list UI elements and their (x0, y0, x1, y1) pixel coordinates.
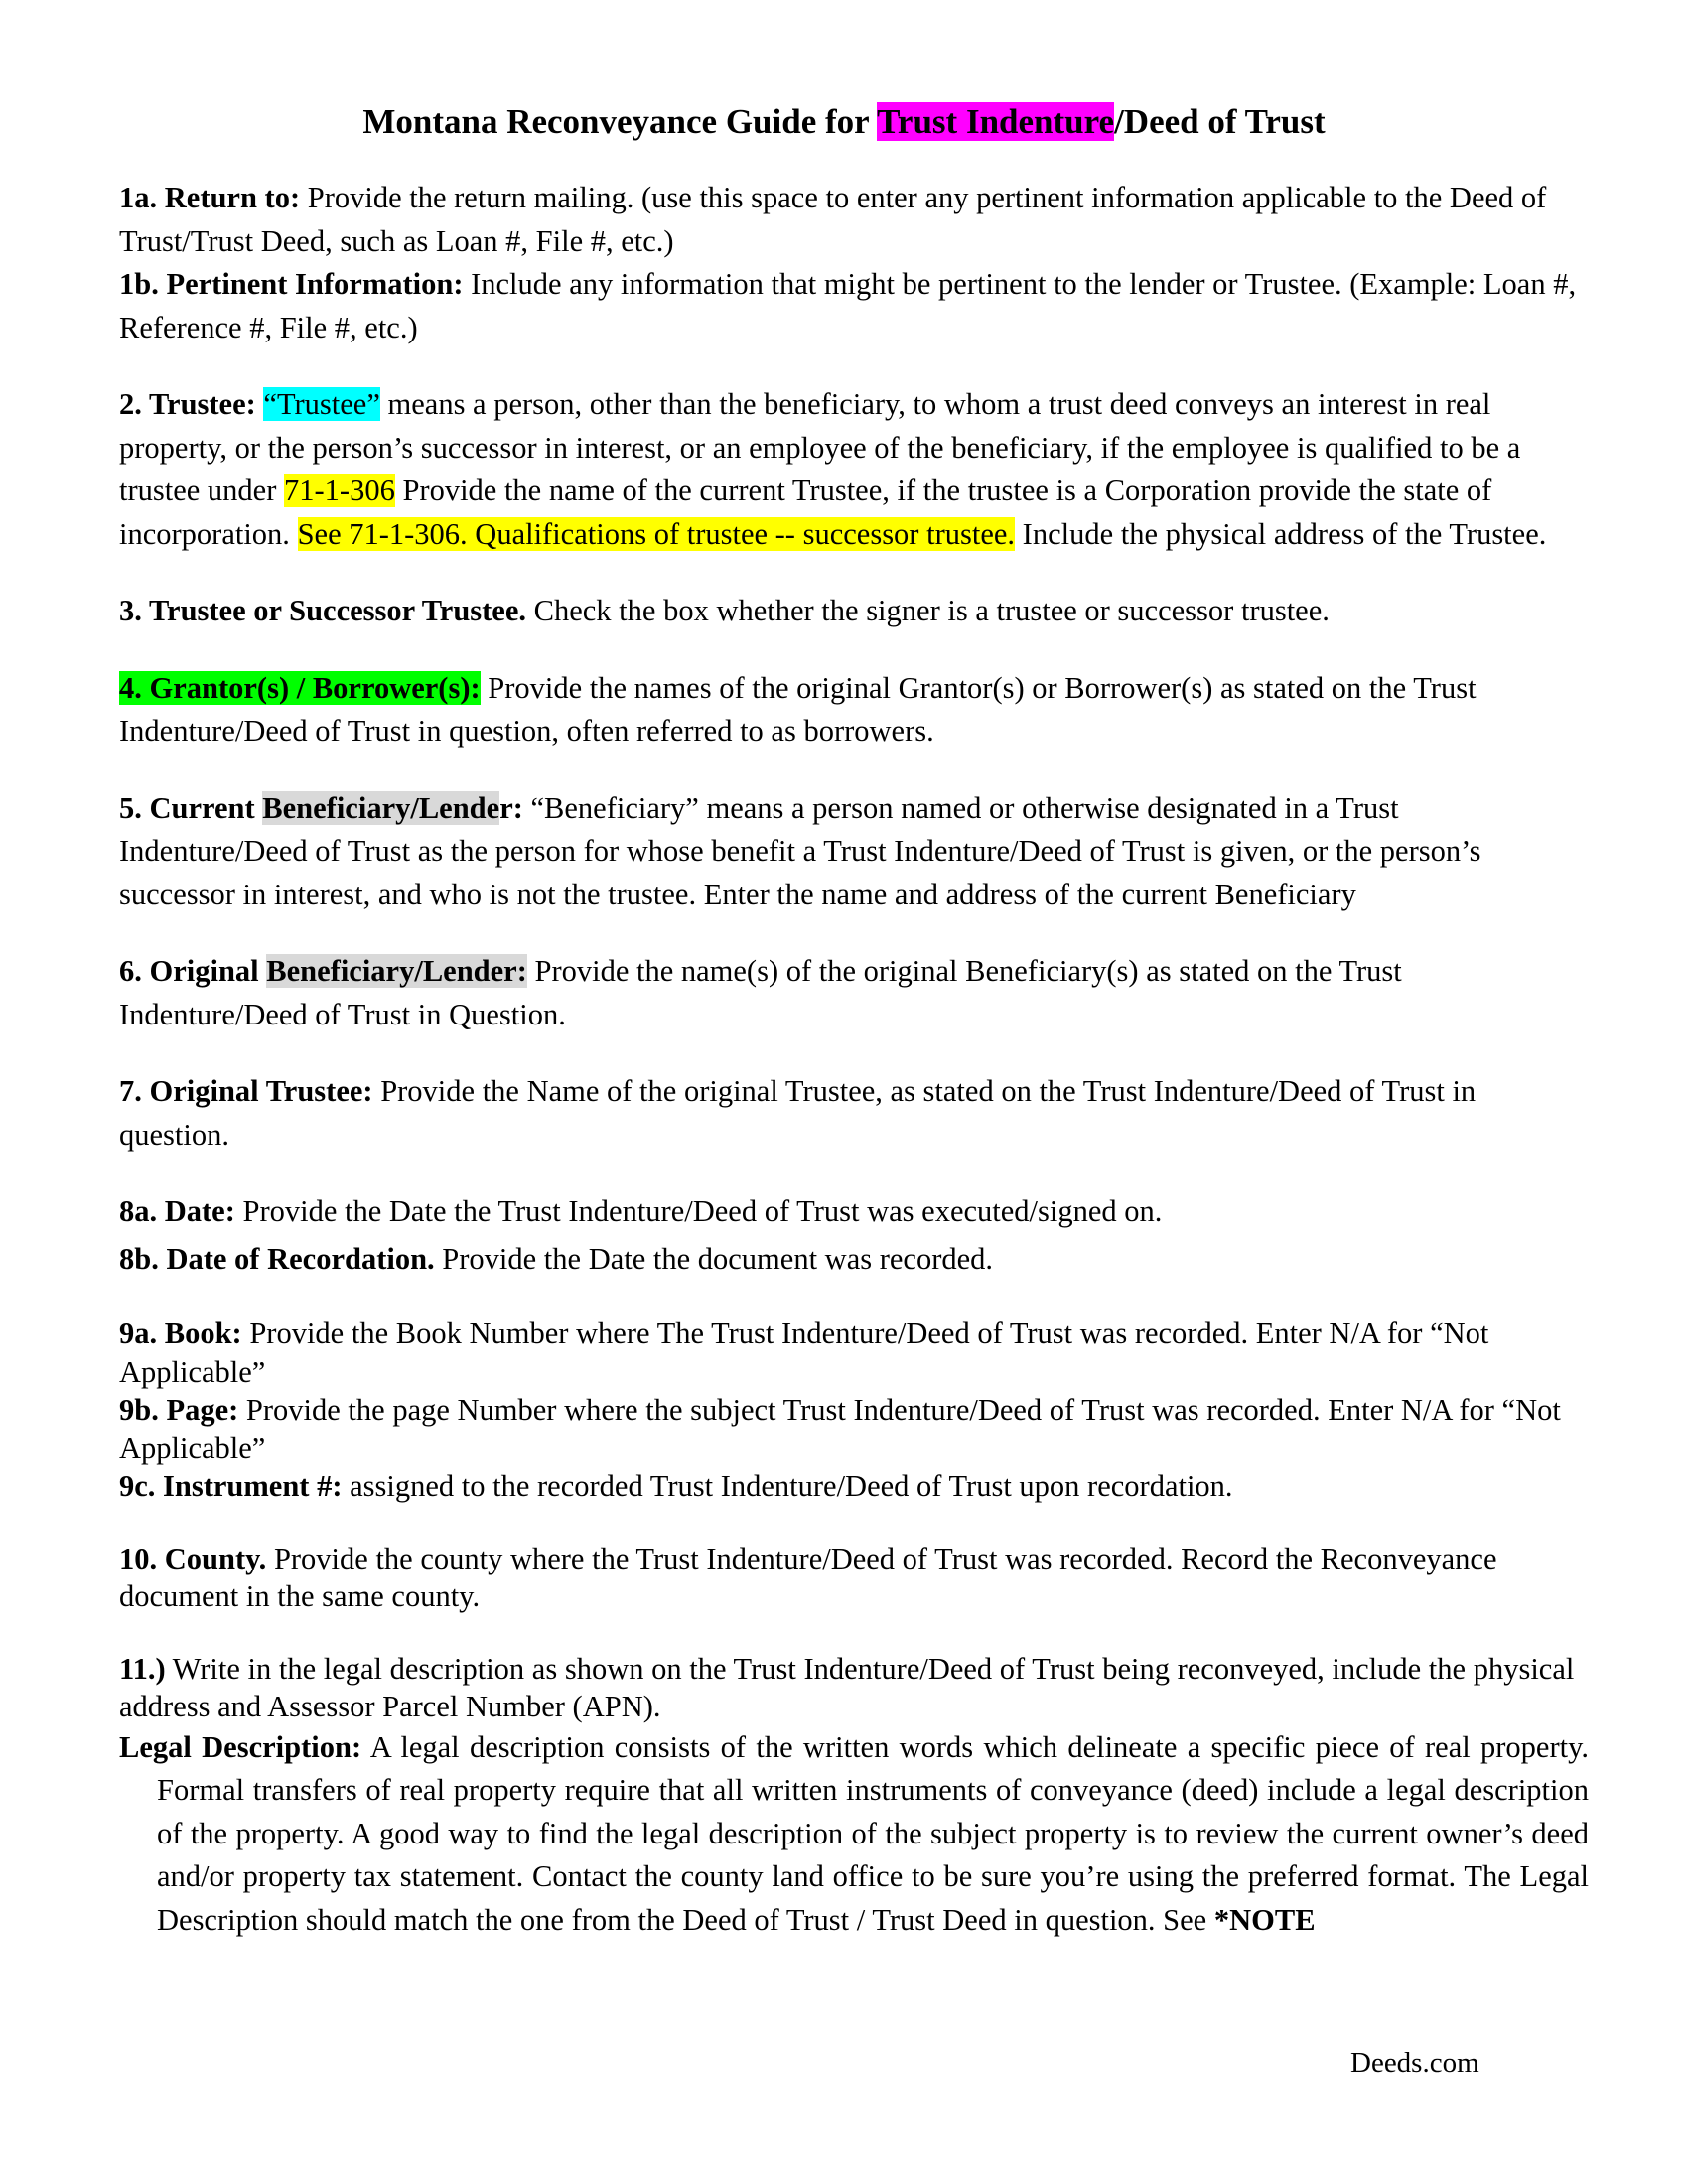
item-4-grantor-borrower: 4. Grantor(s) / Borrower(s): Provide the names of the original Grantor(s) or Borrower(s) as stated on the Trust Indenture/Deed of Trust in question, often referred to as borrowers. (119, 670, 1477, 748)
item-1b-pertinent-information: 1b. Pertinent Information: Include any information that might be pertinent to the lender or Trustee. (Example: Loan #, Reference #, File #, etc.) (119, 267, 1577, 344)
page-title: Montana Reconveyance Guide for Trust Indenture/Deed of Trust (362, 102, 1326, 141)
item-3-trustee-or-successor: 3. Trustee or Successor Trustee. Check the box whether the signer is a trustee or successor trustee. (119, 594, 1330, 627)
item-11-legal-description-instruction: 11.) Write in the legal description as shown on the Trust Indenture/Deed of Trust being reconveyed, include the physical address and Assessor Parcel Number (APN). (119, 1651, 1575, 1723)
trustee-term-highlight: “Trustee” (263, 387, 380, 421)
item-9a-book: 9a. Book: Provide the Book Number where The Trust Indenture/Deed of Trust was recorded. Enter N/A for “Not Applicable” (119, 1316, 1489, 1389)
item-6-original-beneficiary: 6. Original Beneficiary/Lender: Provide the name(s) of the original Beneficiary(s) as stated on the Trust Indenture/Deed of Trust in Question. (119, 954, 1402, 1031)
item-8a-date: 8a. Date: Provide the Date the Trust Indenture/Deed of Trust was executed/signed on. (119, 1194, 1163, 1228)
title-highlight: Trust Indenture (877, 102, 1115, 141)
item-5-current-beneficiary: 5. Current Beneficiary/Lender: “Beneficiary” means a person named or otherwise designated in a Trust Indenture/Deed of Trust as the person for whose benefit a Trust Indenture/Deed of Trust is given, or the person’s successor in interest, and who is not the trustee. Enter the name and address of the current Beneficiary (119, 790, 1481, 911)
item-10-county: 10. County. Provide the county where the Trust Indenture/Deed of Trust was recorded. Record the Reconveyance document in the same county. (119, 1541, 1497, 1613)
item-8b-date-of-recordation: 8b. Date of Recordation. Provide the Date the document was recorded. (119, 1241, 994, 1276)
item-7-original-trustee: 7. Original Trustee: Provide the Name of the original Trustee, as stated on the Trust Indenture/Deed of Trust in question. (119, 1074, 1477, 1152)
note-reference: *NOTE (1213, 1902, 1316, 1937)
statute-reference[interactable]: See 71-1-306. Qualifications of trustee -- successor trustee. (297, 516, 1016, 551)
guide-body (119, 177, 1589, 1942)
item-2-trustee: 2. Trustee: “Trustee” means a person, other than the beneficiary, to whom a trust deed conveys an interest in real property, or the person’s successor in interest, or an employee of the beneficiary, if the employee is qualified to be a trustee under 71-1-306 Provide the name of the current Trustee, if the trustee is a Corporation provide the state of incorporation. See 71-1-306. Qualifications of trustee -- successor trustee. Include the physical address of the Trustee. (119, 387, 1547, 551)
item-1a-return-to: 1a. Return to: Provide the return mailing. (use this space to enter any pertinent information applicable to the Deed of Trust/Trust Deed, such as Loan #, File #, etc.) (119, 181, 1547, 258)
item-9c-instrument: 9c. Instrument #: assigned to the recorded Trust Indenture/Deed of Trust upon recordation. (119, 1469, 1233, 1503)
statute-link[interactable]: 71-1-306 (284, 474, 395, 507)
item-9b-page: 9b. Page: Provide the page Number where the subject Trust Indenture/Deed of Trust was recorded. Enter N/A for “Not Applicable” (119, 1393, 1561, 1465)
footer-brand: Deeds.com (1350, 2047, 1479, 2079)
legal-description-definition: Legal Description: A legal description consists of the written words which delineate a specific piece of real property. Formal transfers of real property require that all written instruments of conveyance (deed) include a legal description of the property. A good way to find the legal description of the subject property is to review the current owner’s deed and/or property tax statement. Contact the county land office to be sure you’re using the preferred format. The Legal Description should match the one from the Deed of Trust / Trust Deed in question. See *NOTE (119, 1729, 1589, 1937)
